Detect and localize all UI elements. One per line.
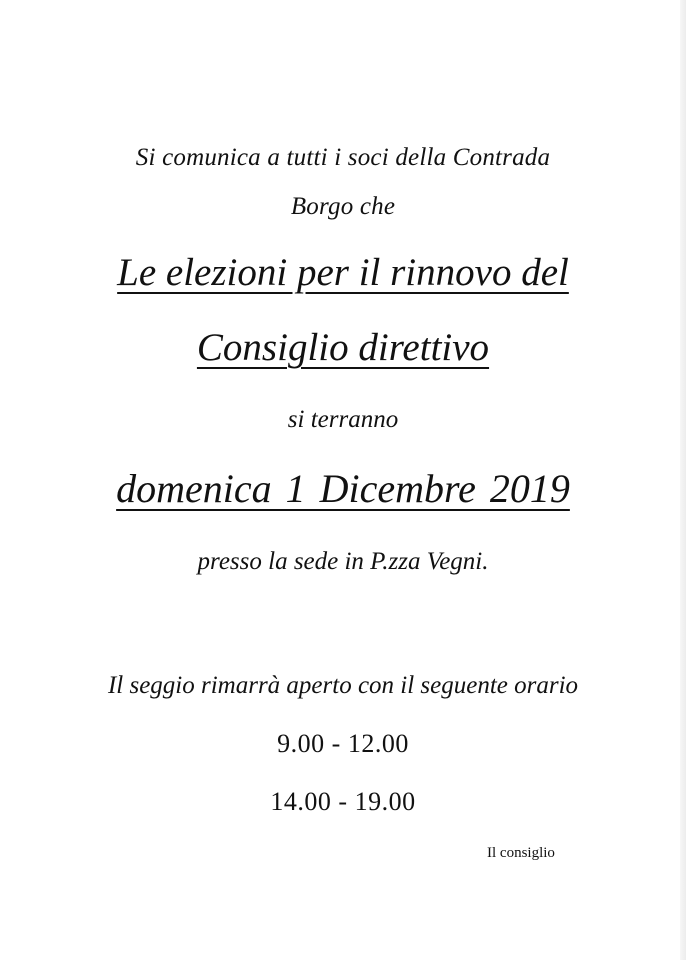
intro-line-2: Borgo che: [290, 193, 396, 220]
signature: Il consiglio: [487, 845, 555, 861]
hours-intro: Il seggio rimarrà aperto con il seguente orario: [107, 672, 579, 699]
headline-line-2-text: Consiglio direttivo: [196, 326, 490, 369]
location-text: presso la sede in P.zza Vegni.: [197, 548, 489, 575]
hours-morning: 9.00 - 12.00: [277, 729, 409, 758]
headline-line-1: [0, 250, 686, 295]
will-be-held-text: si terranno: [287, 406, 399, 433]
election-date: [0, 465, 686, 512]
intro-line-1: Si comunica a tutti i soci della Contrada: [135, 144, 551, 171]
headline-line-2: [0, 325, 686, 370]
election-date-text: domenica 1 Dicembre 2019: [116, 466, 570, 511]
headline-line-1-text: Le elezioni per il rinnovo del: [117, 251, 569, 294]
hours-afternoon: 14.00 - 19.00: [270, 787, 416, 816]
